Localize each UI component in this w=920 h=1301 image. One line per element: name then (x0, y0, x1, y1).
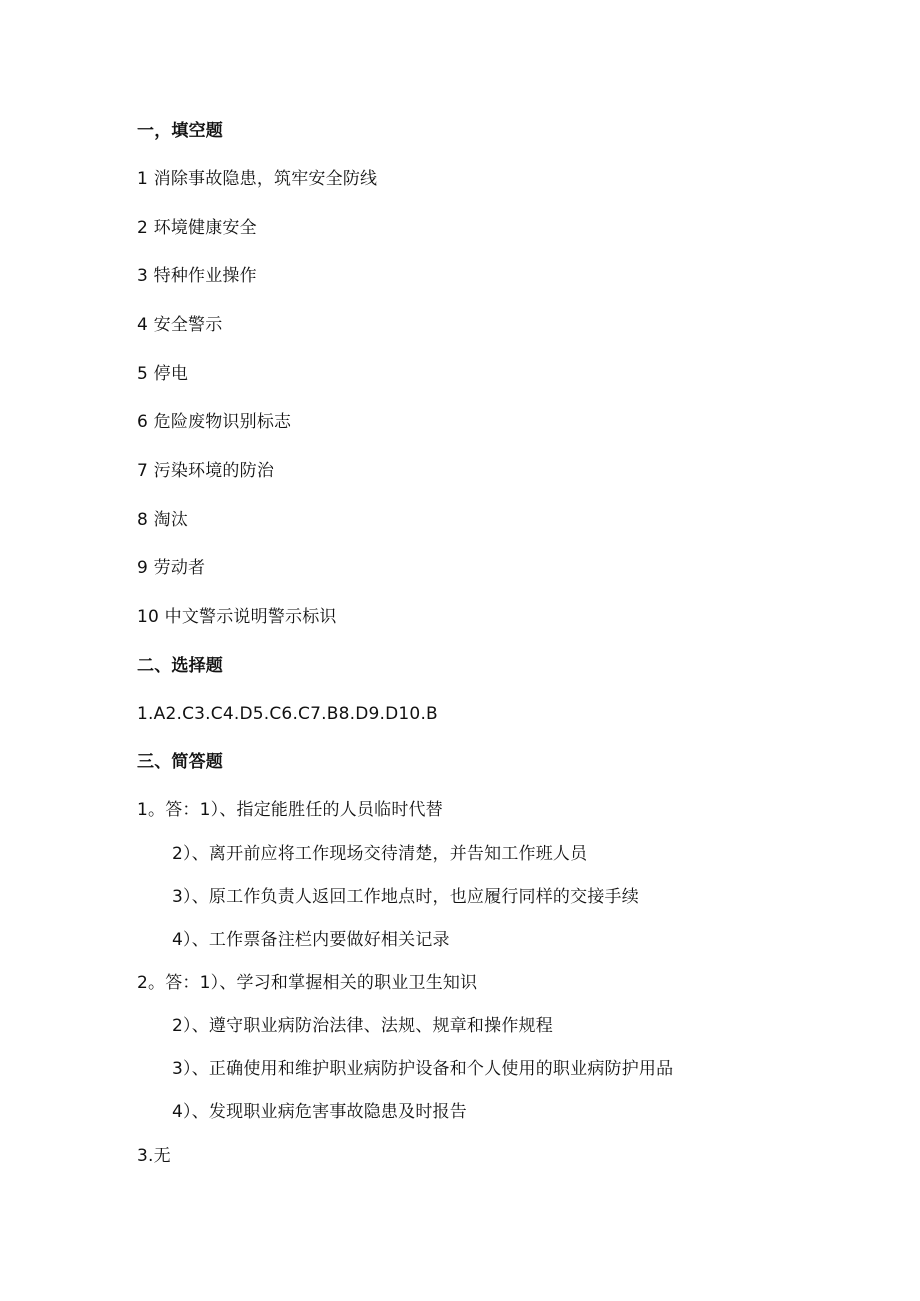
section-heading-short-answer: 三、简答题 (137, 752, 223, 772)
short-answer-q2: 2。答：1）、学习和掌握相关的职业卫生知识 (137, 973, 478, 993)
short-answer-q1-point: 4）、工作票备注栏内要做好相关记录 (172, 930, 450, 950)
answer-item: 7 污染环境的防治 (137, 461, 275, 481)
answer-item: 3 特种作业操作 (137, 266, 257, 286)
answer-item: 1 消除事故隐患，筑牢安全防线 (137, 169, 378, 189)
short-answer-q2-point: 3）、正确使用和维护职业病防护设备和个人使用的职业病防护用品 (172, 1059, 674, 1079)
answer-item: 6 危险废物识别标志 (137, 412, 292, 432)
short-answer-q1: 1。答：1）、指定能胜任的人员临时代替 (137, 800, 443, 820)
short-answer-q2-point: 2）、遵守职业病防治法律、法规、规章和操作规程 (172, 1016, 553, 1036)
section-heading-multiple-choice: 二、选择题 (137, 656, 223, 676)
answer-item: 2 环境健康安全 (137, 218, 257, 238)
short-answer-q3: 3.无 (137, 1146, 171, 1166)
short-answer-q1-point: 2）、离开前应将工作现场交待清楚，并告知工作班人员 (172, 844, 588, 864)
answer-item: 10 中文警示说明警示标识 (137, 607, 337, 627)
short-answer-q1-point: 3）、原工作负责人返回工作地点时，也应履行同样的交接手续 (172, 887, 639, 907)
answer-item: 4 安全警示 (137, 315, 223, 335)
answer-item: 8 淘汰 (137, 510, 189, 530)
answer-item: 9 劳动者 (137, 558, 206, 578)
answer-item: 5 停电 (137, 364, 189, 384)
choice-answers: 1.A2.C3.C4.D5.C6.C7.B8.D9.D10.B (137, 704, 438, 724)
section-heading-fill-in-blank: 一，填空题 (137, 121, 223, 141)
short-answer-q2-point: 4）、发现职业病危害事故隐患及时报告 (172, 1102, 467, 1122)
